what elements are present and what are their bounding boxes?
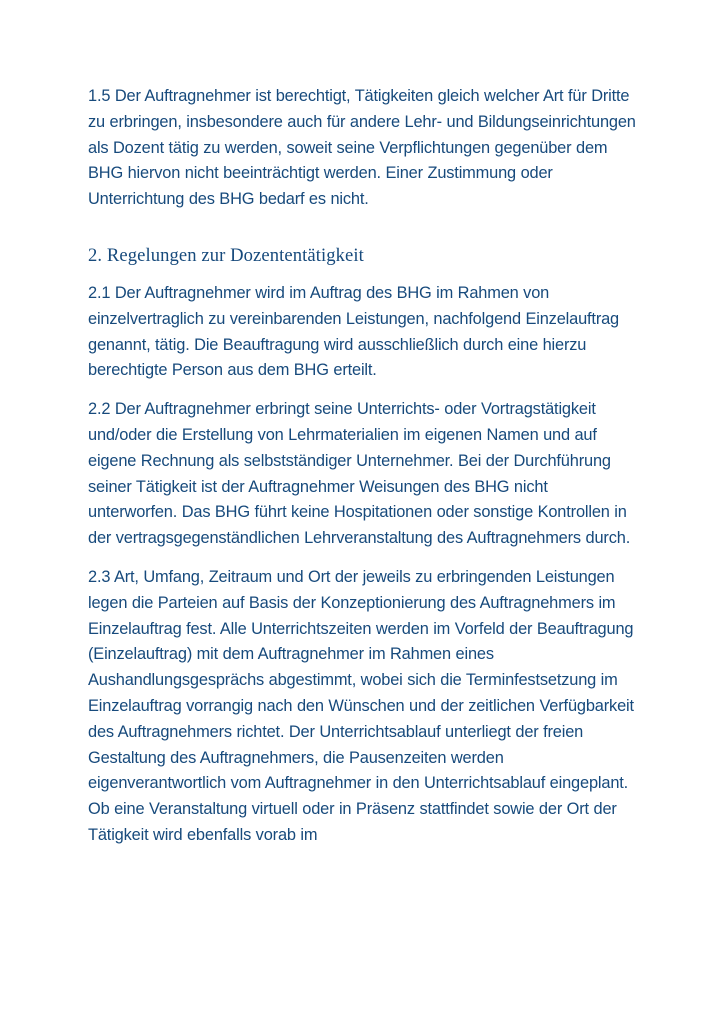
section-heading-2: 2. Regelungen zur Dozententätigkeit <box>88 244 364 266</box>
clause-paragraph-2-3: 2.3 Art, Umfang, Zeitraum und Ort der jeweils zu erbringenden Leistungen legen die Parteien auf Basis der Konzeptionierung des Auftragnehmers im Einzelauftrag fest. Alle Unterrichtszeiten werden im Vorfeld der Beauftragung (Einzelauftrag) mit dem Auftragnehmer im Rahmen eines Aushandlungsgesprächs abgestimmt, wobei sich die Terminfestsetzung im Einzelauftrag vorrangig nach den Wünschen und der zeitlichen Verfügbarkeit des Auftragnehmers richtet. Der Unterrichtsablauf unterliegt der freien Gestaltung des Auftragnehmers, die Pausenzeiten werden eigenverantwortlich vom Auftragnehmer in den Unterrichtsablauf eingeplant. Ob eine Veranstaltung virtuell oder in Präsenz stattfindet sowie der Ort der Tätigkeit wird ebenfalls vorab im <box>88 567 634 844</box>
clause-paragraph-2-1: 2.1 Der Auftragnehmer wird im Auftrag des BHG im Rahmen von einzelvertraglich zu vereinbarenden Leistungen, nachfolgend Einzelauftrag genannt, tätig. Die Beauftragung wird ausschließlich durch eine hierzu berechtigte Person aus dem BHG erteilt. <box>88 283 620 380</box>
document-body <box>88 84 639 849</box>
clause-paragraph-1-5: 1.5 Der Auftragnehmer ist berechtigt, Tätigkeiten gleich welcher Art für Dritte zu erbringen, insbesondere auch für andere Lehr- und Bildungseinrichtungen als Dozent tätig zu werden, soweit seine Verpflichtungen gegenüber dem BHG hiervon nicht beeinträchtigt werden. Einer Zustimmung oder Unterrichtung des BHG bedarf es nicht. <box>88 87 636 209</box>
clause-paragraph-2-2: 2.2 Der Auftragnehmer erbringt seine Unterrichts- oder Vortragstätigkeit und/oder die Erstellung von Lehrmaterialien im eigenen Namen und auf eigene Rechnung als selbstständiger Unternehmer. Bei der Durchführung seiner Tätigkeit ist der Auftragnehmer Weisungen des BHG nicht unterworfen. Das BHG führt keine Hospitationen oder sonstige Kontrollen in der vertragsgegenständlichen Lehrveranstaltung des Auftragnehmers durch. <box>88 400 631 548</box>
